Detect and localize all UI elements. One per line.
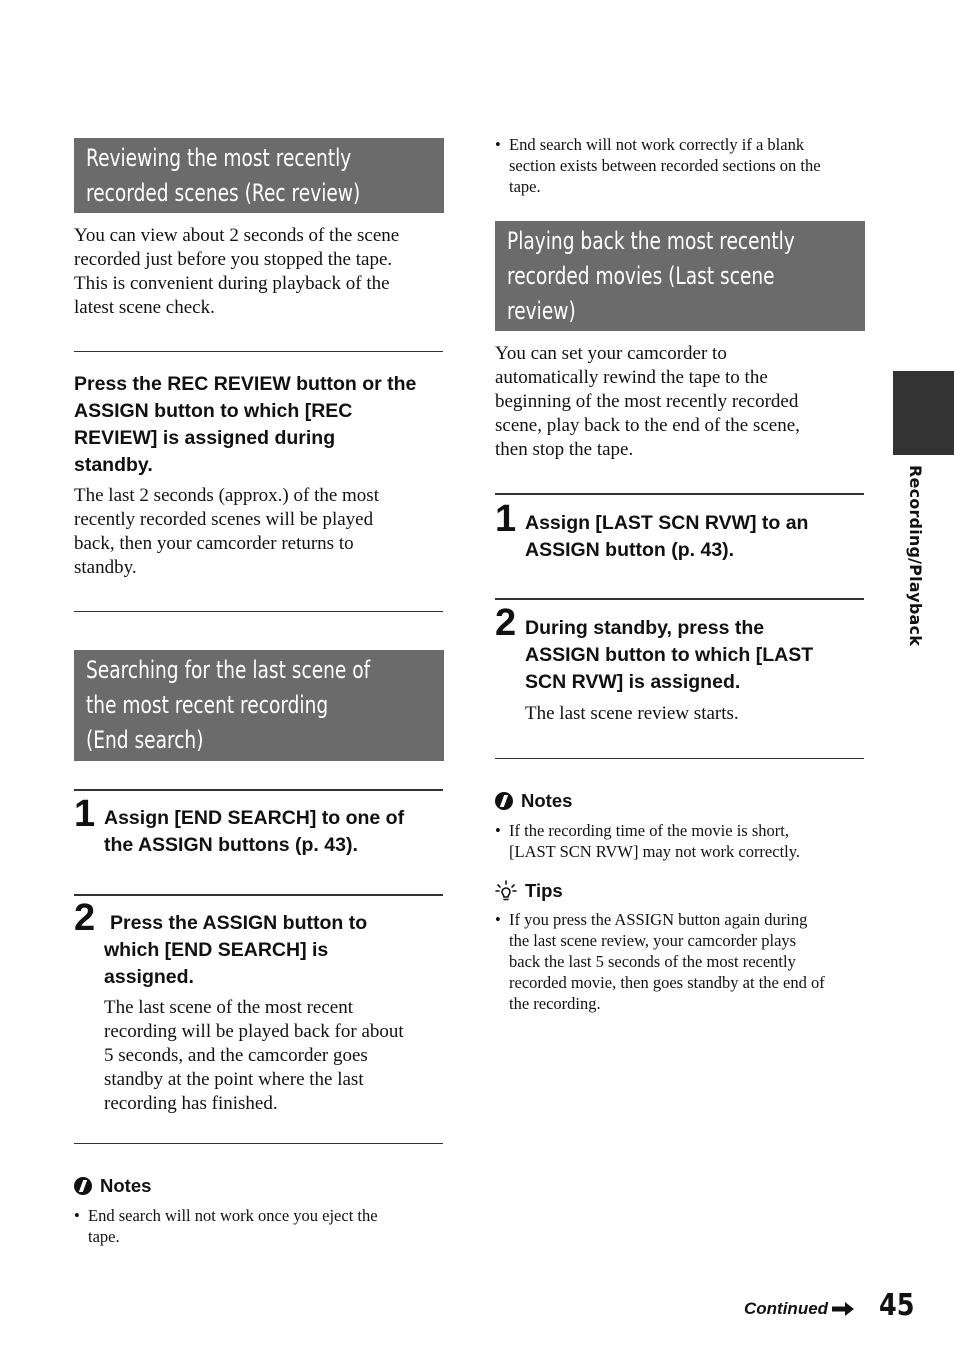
text-line: The last scene review starts. xyxy=(525,703,739,724)
last-scene-step-2-detail xyxy=(525,702,865,726)
continued-label: Continued xyxy=(744,1299,829,1318)
text-line: automatically rewind the tape to the xyxy=(495,367,768,388)
notes-label: Notes xyxy=(521,790,573,811)
text-line: ASSIGN button to which [REC xyxy=(74,400,353,422)
text-line: standby at the point where the last xyxy=(104,1069,364,1090)
text-line: • If the recording time of the movie is short, xyxy=(509,821,789,840)
rec-review-instruction xyxy=(74,371,446,479)
text-line: tape. xyxy=(88,1227,120,1246)
text-line: ASSIGN button (p. 43). xyxy=(525,539,735,561)
text-line: which [END SEARCH] is xyxy=(104,939,329,961)
text-line: The last 2 seconds (approx.) of the most xyxy=(74,485,379,506)
last-scene-tips-heading xyxy=(495,880,563,902)
notes-icon xyxy=(495,792,513,810)
text-line: latest scene check. xyxy=(74,297,215,318)
heading-line: Reviewing the most recently xyxy=(86,144,352,172)
divider xyxy=(74,351,443,352)
end-search-step-2-detail xyxy=(104,996,449,1116)
step-number: 1 xyxy=(74,793,96,835)
text-line: standby. xyxy=(74,454,153,476)
text-line: tape. xyxy=(509,177,541,196)
text-line: ASSIGN button to which [LAST xyxy=(525,644,814,666)
divider xyxy=(495,493,864,495)
text-line: recently recorded scenes will be played xyxy=(74,509,374,530)
last-scene-heading xyxy=(495,221,865,331)
list-item xyxy=(495,820,865,862)
heading-line: (End search) xyxy=(86,726,204,754)
step-number: 2 xyxy=(74,897,96,939)
text-line: then stop the tape. xyxy=(495,439,634,460)
list-item xyxy=(495,134,865,197)
text-line: Press the ASSIGN button to xyxy=(110,912,368,934)
text-line: back the last 5 seconds of the most recently xyxy=(509,952,796,971)
text-line: the recording. xyxy=(509,994,601,1013)
text-line: Press the REC REVIEW button or the xyxy=(74,373,417,395)
text-line: • End search will not work correctly if a blank xyxy=(509,135,805,154)
divider xyxy=(74,894,443,896)
list-item xyxy=(495,909,867,1014)
chapter-tab xyxy=(893,371,954,455)
last-scene-intro xyxy=(495,342,865,462)
last-scene-step-2 xyxy=(525,615,865,696)
end-search-step-2 xyxy=(104,910,444,991)
last-scene-step-1 xyxy=(525,510,865,564)
text-line: You can view about 2 seconds of the scene xyxy=(74,225,400,246)
heading-line: recorded scenes (Rec review) xyxy=(86,179,361,207)
text-line: REVIEW] is assigned during xyxy=(74,427,336,449)
text-line: the ASSIGN buttons (p. 43). xyxy=(104,834,358,856)
lightbulb-icon xyxy=(495,880,517,902)
list-item xyxy=(74,1205,446,1247)
right-arrow-icon xyxy=(832,1302,854,1316)
text-line: This is convenient during playback of the xyxy=(74,273,390,294)
text-line: recording will be played back for about xyxy=(104,1021,404,1042)
text-line: Assign [LAST SCN RVW] to an xyxy=(525,512,809,534)
text-line: recorded just before you stopped the tape. xyxy=(74,249,393,270)
rec-review-intro xyxy=(74,224,446,320)
rec-review-heading xyxy=(74,138,444,213)
heading-line: review) xyxy=(507,297,576,325)
rec-review-result xyxy=(74,484,446,580)
heading-line: Playing back the most recently xyxy=(507,227,795,255)
text-line: section exists between recorded sections on the xyxy=(509,156,821,175)
tips-label: Tips xyxy=(525,880,563,901)
page-number: 45 xyxy=(879,1288,915,1323)
text-line: [LAST SCN RVW] may not work correctly. xyxy=(509,842,801,861)
text-line: standby. xyxy=(74,557,137,578)
end-search-notes-heading xyxy=(74,1175,151,1197)
text-line: SCN RVW] is assigned. xyxy=(525,671,741,693)
text-line: the last scene review, your camcorder plays xyxy=(509,931,797,950)
text-line: • If you press the ASSIGN button again during xyxy=(509,910,808,929)
end-search-heading xyxy=(74,650,444,761)
text-line: recording has finished. xyxy=(104,1093,278,1114)
text-line: The last scene of the most recent xyxy=(104,997,354,1018)
text-line: scene, play back to the end of the scene, xyxy=(495,415,800,436)
divider xyxy=(74,1143,443,1144)
last-scene-notes-heading xyxy=(495,790,572,812)
text-line: back, then your camcorder returns to xyxy=(74,533,354,554)
text-line: beginning of the most recently recorded xyxy=(495,391,799,412)
notes-label: Notes xyxy=(100,1175,152,1196)
text-line: Assign [END SEARCH] to one of xyxy=(104,807,405,829)
chapter-tab-label: Recording/Playback xyxy=(906,465,925,647)
text-line: recorded movie, then goes standby at the end of xyxy=(509,973,825,992)
heading-line: recorded movies (Last scene xyxy=(507,262,775,290)
divider xyxy=(74,789,443,791)
divider xyxy=(495,758,864,759)
heading-line: the most recent recording xyxy=(86,691,329,719)
end-search-step-1 xyxy=(104,805,444,859)
divider xyxy=(74,611,443,612)
step-number: 2 xyxy=(495,602,517,644)
continued-indicator xyxy=(744,1298,854,1320)
text-line: During standby, press the xyxy=(525,617,765,639)
text-line: assigned. xyxy=(104,966,194,988)
text-line: You can set your camcorder to xyxy=(495,343,727,364)
divider xyxy=(495,598,864,600)
notes-icon xyxy=(74,1177,92,1195)
text-line: • End search will not work once you eject the xyxy=(88,1206,378,1225)
heading-line: Searching for the last scene of xyxy=(86,656,371,684)
text-line: 5 seconds, and the camcorder goes xyxy=(104,1045,368,1066)
step-number: 1 xyxy=(495,498,517,540)
